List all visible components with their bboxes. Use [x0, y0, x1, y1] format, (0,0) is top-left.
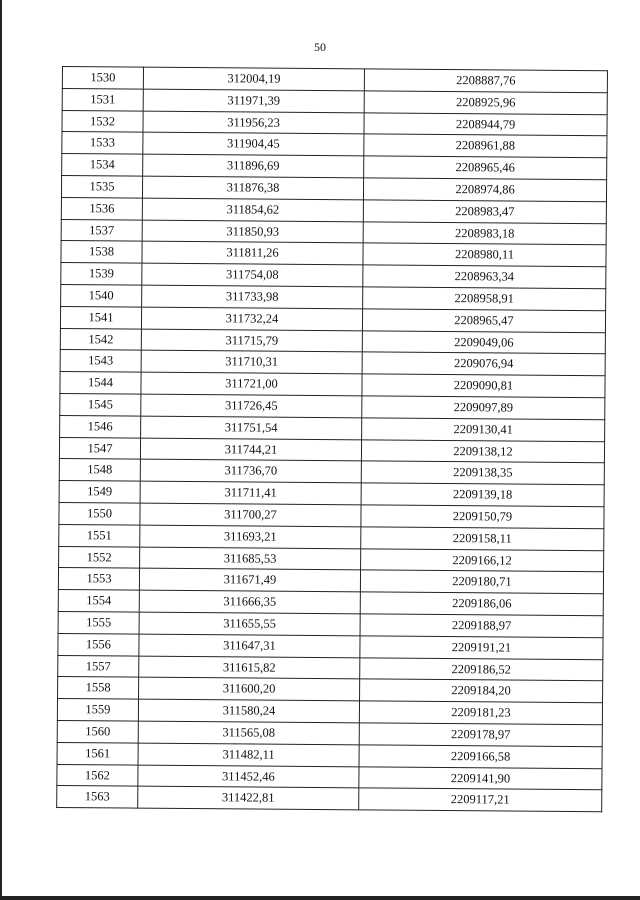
point-number-cell: 1557 [58, 655, 139, 677]
x-coordinate-cell: 311971,39 [143, 89, 364, 113]
point-number-cell: 1533 [62, 132, 143, 154]
x-coordinate-cell: 311422,81 [138, 786, 359, 810]
point-number-cell: 1539 [61, 263, 142, 285]
coordinates-table [56, 66, 608, 812]
x-coordinate-cell: 311666,35 [139, 590, 360, 614]
y-coordinate-cell: 2208980,11 [363, 243, 606, 267]
table-row [57, 786, 602, 812]
point-number-cell: 1532 [62, 110, 143, 132]
y-coordinate-cell: 2208983,47 [363, 200, 606, 224]
x-coordinate-cell: 311721,00 [141, 372, 362, 396]
y-coordinate-cell: 2209178,97 [359, 723, 602, 747]
point-number-cell: 1531 [62, 88, 143, 110]
point-number-cell: 1551 [59, 524, 140, 546]
y-coordinate-cell: 2209184,20 [360, 679, 603, 703]
y-coordinate-cell: 2208961,88 [364, 134, 607, 158]
point-number-cell: 1553 [58, 568, 139, 590]
x-coordinate-cell: 311482,11 [138, 743, 359, 767]
point-number-cell: 1545 [60, 393, 141, 415]
x-coordinate-cell: 311715,79 [141, 329, 362, 353]
x-coordinate-cell: 311655,55 [139, 612, 360, 636]
point-number-cell: 1555 [58, 611, 139, 633]
y-coordinate-cell: 2208974,86 [363, 178, 606, 202]
y-coordinate-cell: 2209180,71 [360, 570, 603, 594]
y-coordinate-cell: 2209076,94 [362, 352, 605, 376]
y-coordinate-cell: 2209150,79 [361, 505, 604, 529]
point-number-cell: 1562 [57, 764, 138, 786]
x-coordinate-cell: 311693,21 [140, 525, 361, 549]
y-coordinate-cell: 2208965,46 [364, 156, 607, 180]
x-coordinate-cell: 311700,27 [140, 503, 361, 527]
x-coordinate-cell: 311711,41 [140, 481, 361, 505]
point-number-cell: 1550 [59, 502, 140, 524]
scan-bottom-edge [0, 896, 640, 900]
point-number-cell: 1560 [57, 720, 138, 742]
x-coordinate-cell: 311732,24 [141, 307, 362, 331]
point-number-cell: 1540 [61, 284, 142, 306]
y-coordinate-cell: 2209139,18 [361, 483, 604, 507]
y-coordinate-cell: 2209186,06 [360, 592, 603, 616]
page-number: 50 [314, 40, 326, 54]
x-coordinate-cell: 311850,93 [142, 220, 363, 244]
x-coordinate-cell: 311710,31 [141, 350, 362, 374]
point-number-cell: 1548 [59, 459, 140, 481]
y-coordinate-cell: 2209097,89 [362, 396, 605, 420]
y-coordinate-cell: 2209166,12 [361, 548, 604, 572]
point-number-cell: 1559 [57, 699, 138, 721]
point-number-cell: 1535 [61, 175, 142, 197]
point-number-cell: 1549 [59, 481, 140, 503]
x-coordinate-cell: 311736,70 [140, 459, 361, 483]
y-coordinate-cell: 2209138,35 [361, 461, 604, 485]
y-coordinate-cell: 2209188,97 [360, 614, 603, 638]
point-number-cell: 1537 [61, 219, 142, 241]
point-number-cell: 1547 [59, 437, 140, 459]
x-coordinate-cell: 311726,45 [141, 394, 362, 418]
y-coordinate-cell: 2209186,52 [360, 657, 603, 681]
x-coordinate-cell: 311671,49 [139, 568, 360, 592]
x-coordinate-cell: 311685,53 [140, 547, 361, 571]
y-coordinate-cell: 2209138,12 [361, 439, 604, 463]
point-number-cell: 1541 [60, 306, 141, 328]
point-number-cell: 1530 [62, 67, 143, 89]
x-coordinate-cell: 311580,24 [138, 699, 359, 723]
x-coordinate-cell: 311904,45 [143, 133, 364, 157]
y-coordinate-cell: 2209117,21 [359, 788, 602, 812]
x-coordinate-cell: 311876,38 [142, 176, 363, 200]
x-coordinate-cell: 311744,21 [140, 438, 361, 462]
x-coordinate-cell: 311956,23 [143, 111, 364, 135]
point-number-cell: 1544 [60, 372, 141, 394]
x-coordinate-cell: 311751,54 [141, 416, 362, 440]
x-coordinate-cell: 311733,98 [142, 285, 363, 309]
y-coordinate-cell: 2208925,96 [364, 91, 607, 115]
x-coordinate-cell: 311854,62 [142, 198, 363, 222]
y-coordinate-cell: 2209166,58 [359, 745, 602, 769]
coordinates-table-body [57, 67, 608, 812]
point-number-cell: 1543 [60, 350, 141, 372]
x-coordinate-cell: 311600,20 [139, 677, 360, 701]
x-coordinate-cell: 311811,26 [142, 242, 363, 266]
y-coordinate-cell: 2209090,81 [362, 374, 605, 398]
y-coordinate-cell: 2209191,21 [360, 636, 603, 660]
point-number-cell: 1554 [58, 590, 139, 612]
y-coordinate-cell: 2208983,18 [363, 221, 606, 245]
point-number-cell: 1538 [61, 241, 142, 263]
y-coordinate-cell: 2208887,76 [364, 69, 607, 93]
coordinates-table-wrapper [56, 66, 604, 812]
point-number-cell: 1561 [57, 742, 138, 764]
y-coordinate-cell: 2208965,47 [362, 309, 605, 333]
y-coordinate-cell: 2209181,23 [359, 701, 602, 725]
y-coordinate-cell: 2209049,06 [362, 330, 605, 354]
x-coordinate-cell: 311565,08 [138, 721, 359, 745]
x-coordinate-cell: 311896,69 [143, 154, 364, 178]
y-coordinate-cell: 2208958,91 [363, 287, 606, 311]
point-number-cell: 1546 [60, 415, 141, 437]
x-coordinate-cell: 311615,82 [139, 656, 360, 680]
point-number-cell: 1556 [58, 633, 139, 655]
point-number-cell: 1563 [57, 786, 138, 808]
x-coordinate-cell: 311647,31 [139, 634, 360, 658]
point-number-cell: 1536 [61, 197, 142, 219]
y-coordinate-cell: 2208944,79 [364, 112, 607, 136]
point-number-cell: 1552 [59, 546, 140, 568]
point-number-cell: 1542 [60, 328, 141, 350]
x-coordinate-cell: 311754,08 [142, 263, 363, 287]
y-coordinate-cell: 2208963,34 [363, 265, 606, 289]
point-number-cell: 1558 [58, 677, 139, 699]
scan-left-edge [0, 0, 2, 900]
y-coordinate-cell: 2209141,90 [359, 766, 602, 790]
x-coordinate-cell: 311452,46 [138, 765, 359, 789]
y-coordinate-cell: 2209158,11 [361, 527, 604, 551]
y-coordinate-cell: 2209130,41 [362, 418, 605, 442]
x-coordinate-cell: 312004,19 [143, 67, 364, 91]
point-number-cell: 1534 [62, 154, 143, 176]
